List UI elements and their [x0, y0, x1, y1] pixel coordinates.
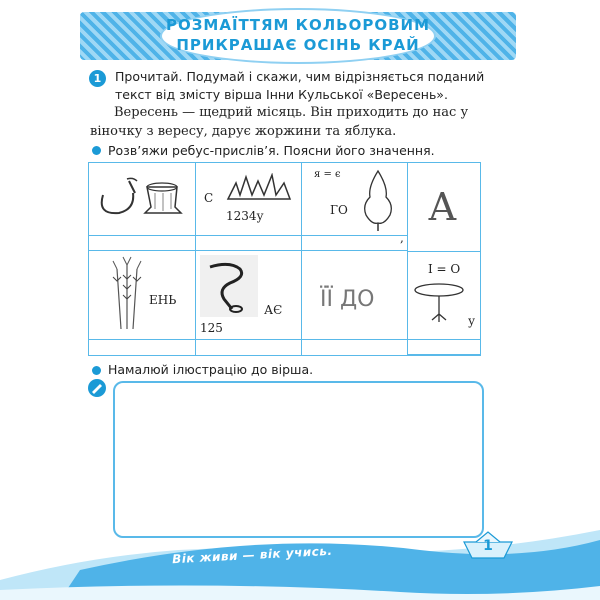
header-banner — [80, 8, 516, 64]
rebus-text: ЕНЬ — [149, 293, 177, 307]
task-number-badge: 1 — [89, 70, 106, 87]
rebus-big-letter: А — [428, 185, 457, 229]
leash-icon — [200, 255, 258, 317]
grass-icon — [226, 173, 296, 203]
rebus-rule: І = О — [428, 262, 461, 276]
sickle-stump-icon — [89, 163, 193, 233]
title-line-1: РОЗМАЇТТЯМ КОЛЬОРОВИМ — [166, 16, 430, 34]
rebus-letter: С — [204, 191, 214, 205]
rebus-comma: , — [400, 231, 404, 245]
rebus-letter: у — [468, 314, 476, 328]
task3-instruction: Намалюй ілюстрацію до вірша. — [108, 362, 314, 377]
rebus-rule: я = є — [314, 169, 341, 180]
title-line-2: ПРИКРАШАЄ ОСІНЬ КРАЙ — [176, 36, 420, 54]
page-title — [160, 15, 436, 55]
bullet-icon — [92, 366, 101, 375]
task1-instruction: Прочитай. Подумай і скажи, чим відрізняється поданий текст від змісту вірша Інни Кульської «Вересень». — [115, 69, 485, 102]
task1-passage: Вересень — щедрий місяць. Він приходить до нас у віночку з вересу, дарує жоржини та яблука. — [90, 105, 469, 139]
answer-line — [89, 235, 408, 247]
rebus-code: 1234у — [226, 209, 264, 223]
pencil-icon — [88, 379, 106, 397]
rebus-grid — [88, 162, 481, 356]
table-icon — [412, 282, 466, 324]
wheat-icon — [107, 255, 147, 331]
proverb-text: Вік живи — вік учись. — [171, 543, 333, 567]
bullet-icon — [92, 146, 101, 155]
page-number: 1 — [483, 538, 493, 554]
tree-icon — [358, 169, 398, 233]
rebus-text: ЇЇ ДО — [320, 287, 375, 312]
rebus-code: 125 — [200, 321, 223, 335]
rebus-text: АЄ — [264, 303, 283, 317]
rebus-text: ГО — [330, 203, 348, 217]
answer-line — [89, 339, 481, 351]
task2-instruction: Розв’яжи ребус-прислів’я. Поясни його значення. — [108, 143, 435, 158]
